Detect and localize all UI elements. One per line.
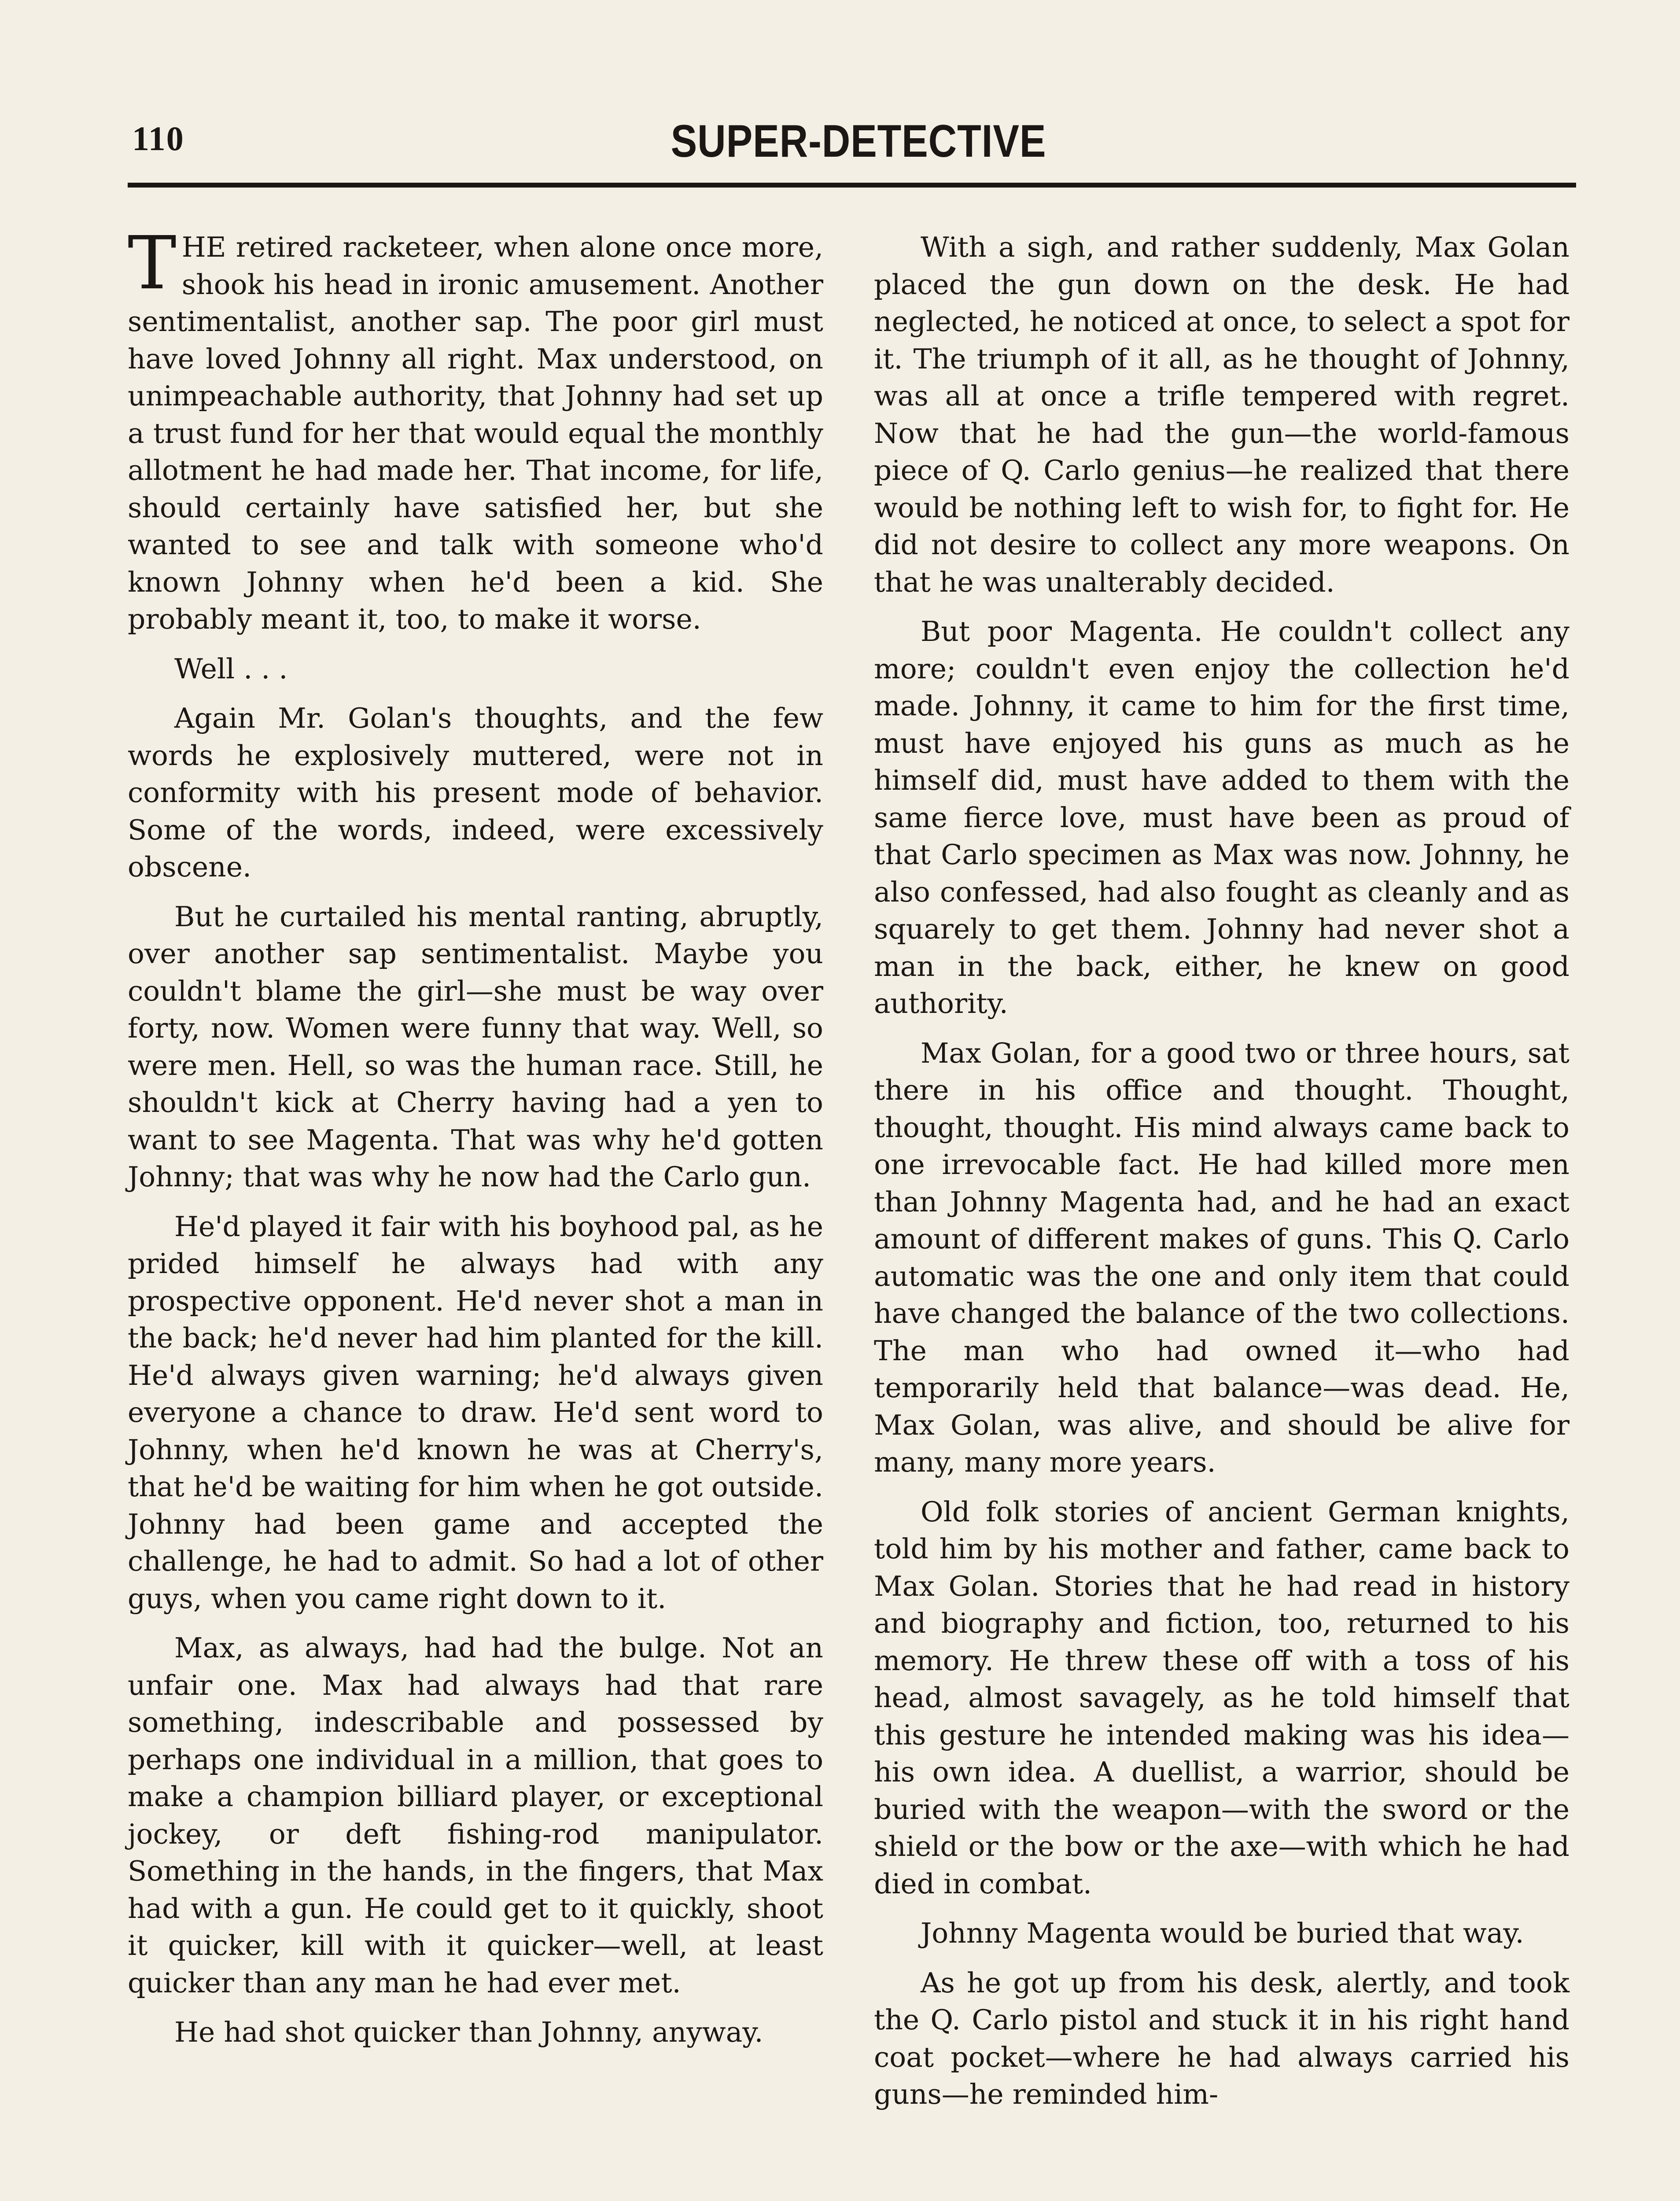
paragraph: He had shot quicker than Johnny, anyway. [174,2016,763,2048]
page-number: 110 [132,119,184,158]
paragraph: Well . . . [174,652,288,685]
drop-cap: T [128,221,177,306]
paragraph: Johnny Magenta would be buried that way. [921,1917,1524,1949]
right-column [874,229,1569,2126]
paragraph: Max, as always, had had the bulge. Not an unfair one. Max had always had that rare something, indescribable and possessed by perhaps one individual in a million, that goes to make a champion billiard player, or exceptional jockey, or deft fishing-rod manipulator. Something in the hands, in the fingers, that Max had with a gun. He could get to it quickly, shoot it quicker, kill with it quicker—well, at least quicker than any man he had ever met. [128,1632,823,1999]
magazine-title: SUPER-DETECTIVE [671,116,1046,167]
paragraph-text: HE retired racketeer, when alone once more, shook his head in ironic amusement. Another sentimentalist, another sap. The poor girl must have loved Johnny all right. Max understood, on unimpeachable authority, that Johnny had set up a trust fund for her that would equal the monthly allotment he had made her. That income, for life, should certainly have satisfied her, but she wanted to see and talk with someone who'd known Johnny when he'd been a kid. She probably meant it, too, to make it worse. [128,231,823,635]
page-header [0,0,1680,202]
paragraph: But poor Magenta. He couldn't collect any more; couldn't even enjoy the collection he'd made. Johnny, it came to him for the first time, must have enjoyed his guns as much as he himself did, must have added to them with the same fierce love, must have been as proud of that Carlo specimen as Max was now. Johnny, he also confessed, had also fought as cleanly and as squarely to get them. Johnny had never shot a man in the back, either, he knew on good authority. [874,615,1569,1020]
paragraph: As he got up from his desk, alertly, and took the Q. Carlo pistol and stuck it in his right hand coat pocket—where he had always carried his guns—he reminded him- [874,1966,1569,2110]
paragraph [128,221,823,638]
left-column [128,221,823,2064]
paragraph: With a sigh, and rather suddenly, Max Golan placed the gun down on the desk. He had neglected, he noticed at once, to select a spot for it. The triumph of it all, as he thought of Johnny, was all at once a trifle tempered with regret. Now that he had the gun—the world-famous piece of Q. Carlo genius—he realized that there would be nothing left to wish for, to fight for. He did not desire to collect any more weapons. On that he was unalterably decided. [874,231,1569,598]
paragraph: He'd played it fair with his boyhood pal, as he prided himself he always had with any prospective opponent. He'd never shot a man in the back; he'd never had him planted for the kill. He'd always given warning; he'd always given everyone a chance to draw. He'd sent word to Johnny, when he'd known he was at Cherry's, that he'd be waiting for him when he got outside. Johnny had been game and accepted the challenge, he had to admit. So had a lot of other guys, when you came right down to it. [128,1210,823,1615]
paragraph: Max Golan, for a good two or three hours, sat there in his office and thought. Thought, thought, thought. His mind always came back to one irrevocable fact. He had killed more men than Johnny Magenta had, and he had an exact amount of different makes of guns. This Q. Carlo automatic was the one and only item that could have changed the balance of the two collections. The man who had owned it—who had temporarily held that balance—was dead. He, Max Golan, was alive, and should be alive for many, many more years. [874,1037,1569,1478]
paragraph: But he curtailed his mental ranting, abruptly, over another sap sentimentalist. Maybe you couldn't blame the girl—she must be way over forty, now. Women were funny that way. Well, so were men. Hell, so was the human race. Still, he shouldn't kick at Cherry having had a yen to want to see Magenta. That was why he'd gotten Johnny; that was why he now had the Carlo gun. [128,900,823,1193]
paragraph: Again Mr. Golan's thoughts, and the few words he explosively muttered, were not in conformity with his present mode of behavior. Some of the words, indeed, were excessively obscene. [128,702,823,883]
paragraph: Old folk stories of ancient German knights, told him by his mother and father, came back to Max Golan. Stories that he had read in history and biography and fiction, too, returned to his memory. He threw these off with a toss of his head, almost savagely, as he told himself that this gesture he intended making was his idea—his own idea. A duellist, a warrior, should be buried with the weapon—with the sword or the shield or the bow or the axe—with which he had died in combat. [874,1495,1569,1900]
header-rule [128,183,1576,188]
